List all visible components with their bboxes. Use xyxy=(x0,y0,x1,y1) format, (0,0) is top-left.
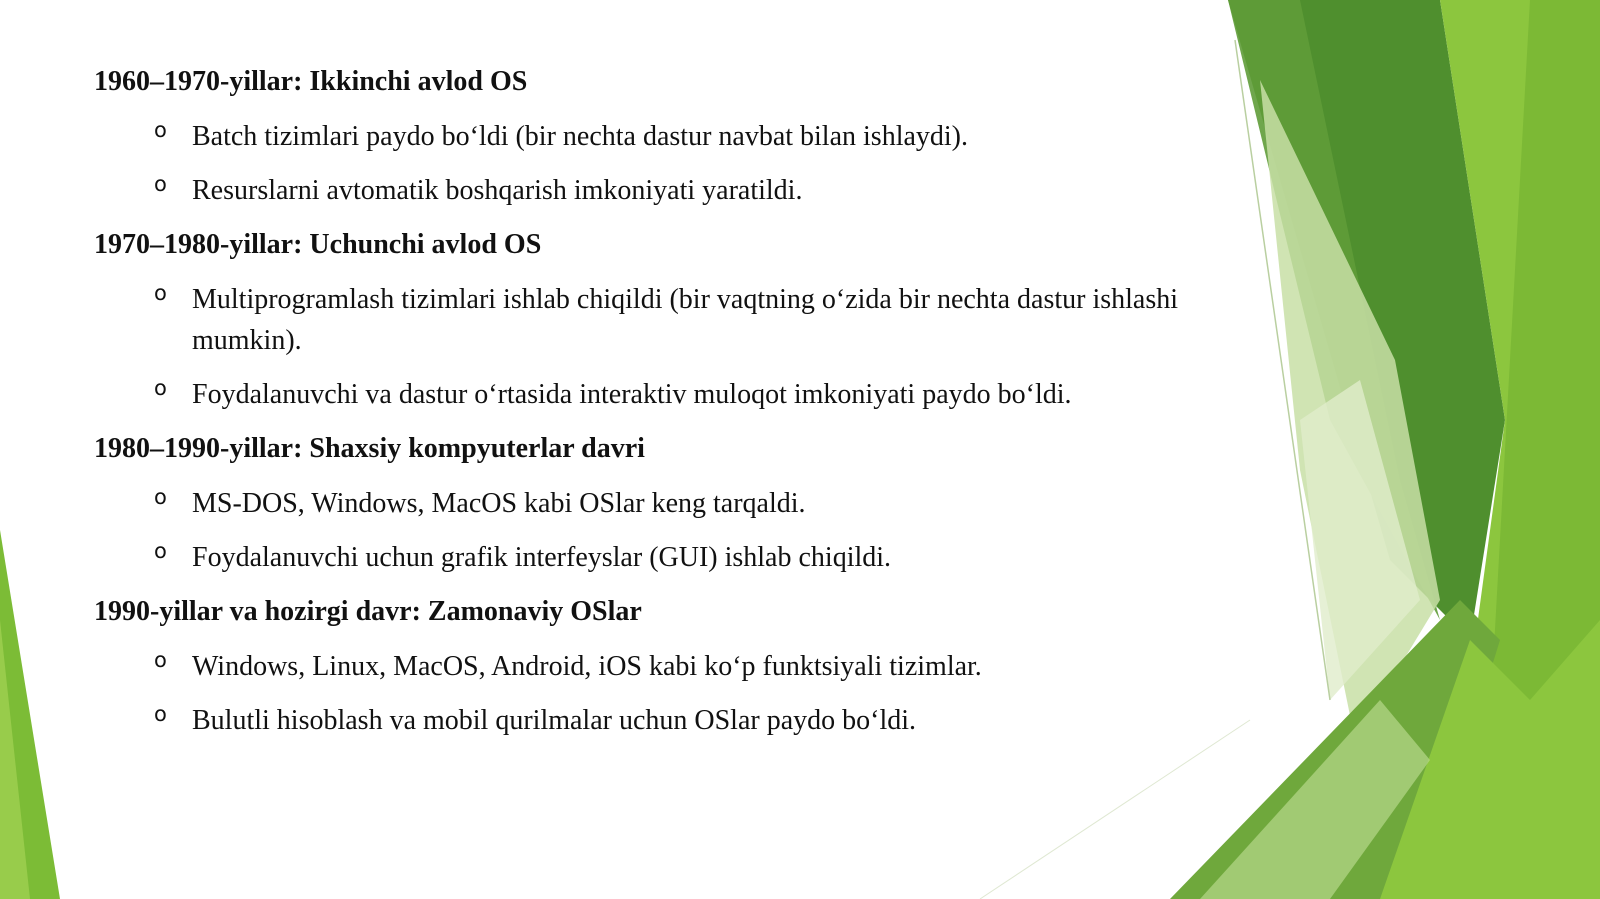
list-item-text: Foydalanuvchi va dastur o‘rtasida interaktiv muloqot imkoniyati paydo bo‘ldi. xyxy=(192,379,1072,410)
list-item-text: Resurslarni avtomatik boshqarish imkoniyati yaratildi. xyxy=(192,175,803,206)
bullet-circle-icon: o xyxy=(154,648,167,672)
bullet-circle-icon: o xyxy=(154,281,167,305)
bullet-list xyxy=(94,483,1274,578)
section-heading: 1960–1970-yillar: Ikkinchi avlod OS xyxy=(94,66,528,97)
list-item-text: MS-DOS, Windows, MacOS kabi OSlar keng tarqaldi. xyxy=(192,488,806,519)
list-item xyxy=(94,537,1274,578)
list-item xyxy=(94,700,1274,741)
list-item xyxy=(94,170,1274,211)
section-1 xyxy=(94,62,1274,211)
section-heading: 1970–1980-yillar: Uchunchi avlod OS xyxy=(94,229,542,260)
list-item-text: Batch tizimlari paydo bo‘ldi (bir nechta dastur navbat bilan ishlaydi). xyxy=(192,121,969,152)
list-item-text: Bulutli hisoblash va mobil qurilmalar uchun OSlar paydo bo‘ldi. xyxy=(192,705,917,736)
bullet-list xyxy=(94,646,1274,741)
list-item xyxy=(94,483,1274,524)
list-item xyxy=(94,374,1274,415)
bullet-circle-icon: o xyxy=(154,539,167,563)
section-4 xyxy=(94,592,1274,741)
bullet-circle-icon: o xyxy=(154,172,167,196)
bullet-circle-icon: o xyxy=(154,118,167,142)
list-item-text: Foydalanuvchi uchun grafik interfeyslar (GUI) ishlab chiqildi. xyxy=(192,542,892,573)
bullet-circle-icon: o xyxy=(154,376,167,400)
section-heading: 1990-yillar va hozirgi davr: Zamonaviy OSlar xyxy=(94,596,642,627)
section-3 xyxy=(94,429,1274,578)
bullet-list xyxy=(94,116,1274,211)
list-item xyxy=(94,116,1274,157)
section-heading: 1980–1990-yillar: Shaxsiy kompyuterlar davri xyxy=(94,433,645,464)
slide-content xyxy=(94,62,1274,755)
list-item xyxy=(94,279,1274,361)
section-2 xyxy=(94,225,1274,415)
bullet-circle-icon: o xyxy=(154,702,167,726)
list-item-text: Multiprogramlash tizimlari ishlab chiqildi (bir vaqtning o‘zida bir nechta dastur ishlashi mumkin). xyxy=(192,284,1179,356)
bullet-list xyxy=(94,279,1274,415)
list-item xyxy=(94,646,1274,687)
list-item-text: Windows, Linux, MacOS, Android, iOS kabi ko‘p funktsiyali tizimlar. xyxy=(192,651,982,682)
bullet-circle-icon: o xyxy=(154,485,167,509)
